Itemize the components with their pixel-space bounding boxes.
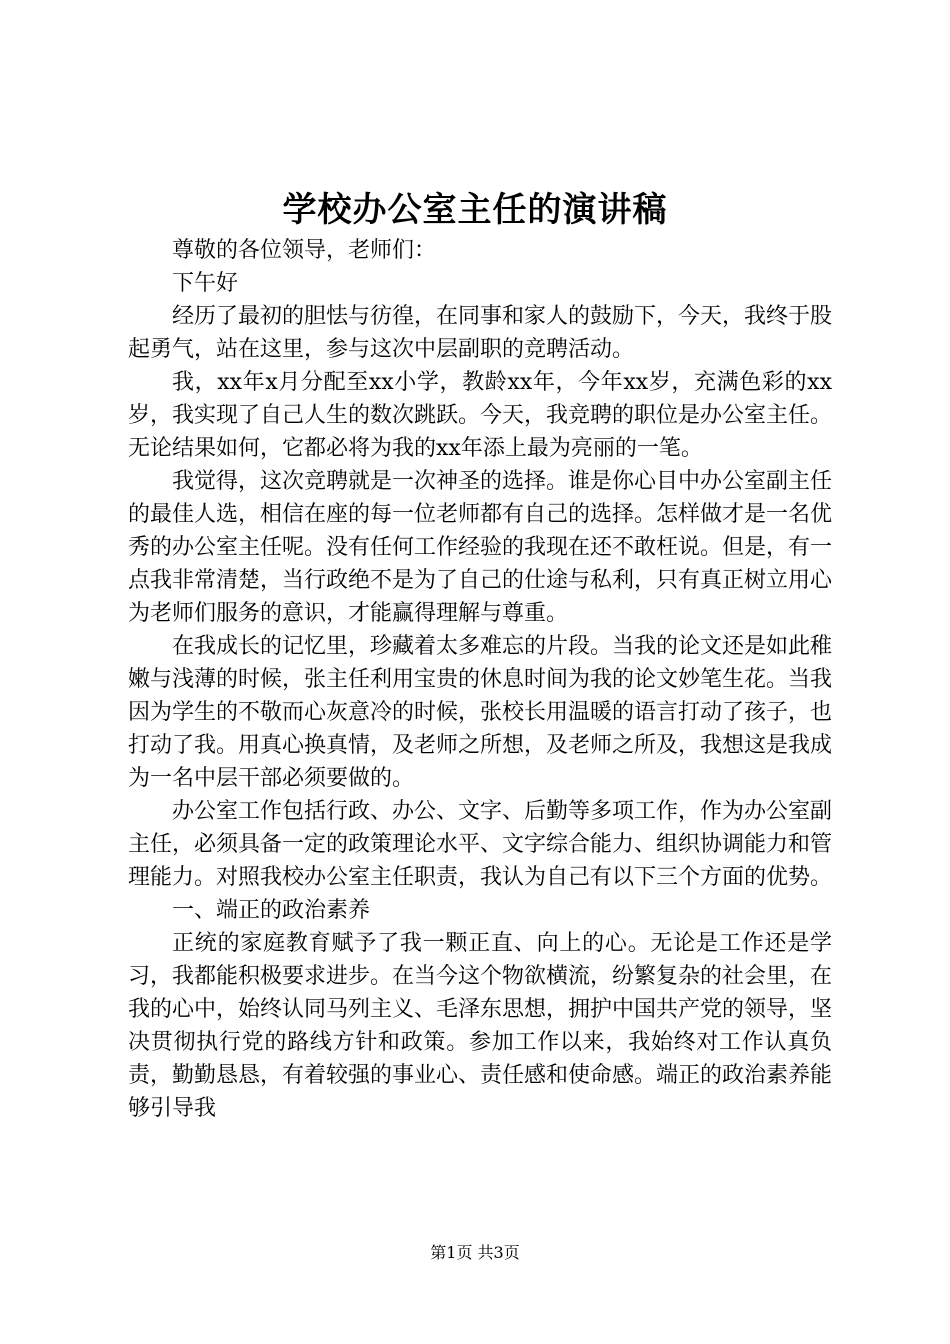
page-number-footer: 第1页 共3页 xyxy=(430,1243,520,1262)
paragraph: 在我成长的记忆里，珍藏着太多难忘的片段。当我的论文还是如此稚嫩与浅薄的时候，张主任利用宝贵的休息时间为我的论文妙笔生花。当我因为学生的不敬而心灰意冷的时候，张校长用温暖的语言打动了孩子，也打动了我。用真心换真情，及老师之所想，及老师之所及，我想这是我成为一名中层干部必须要做的。 xyxy=(128,634,833,791)
paragraph: 我，xx年x月分配至xx小学，教龄xx年，今年xx岁，充满色彩的xx岁，我实现了自己人生的数次跳跃。今天，我竞聘的职位是办公室主任。无论结果如何，它都必将为我的xx年添上最为亮丽的一笔。 xyxy=(128,370,833,461)
paragraph: 经历了最初的胆怯与彷徨，在同事和家人的鼓励下，今天，我终于股起勇气，站在这里，参与这次中层副职的竞聘活动。 xyxy=(128,304,833,362)
paragraph: 办公室工作包括行政、办公、文字、后勤等多项工作，作为办公室副主任，必须具备一定的政策理论水平、文字综合能力、组织协调能力和管理能力。对照我校办公室主任职责，我认为自己有以下三个方面的优势。 xyxy=(128,799,833,890)
paragraph-greeting: 下午好 xyxy=(172,271,239,296)
paragraph-salutation: 尊敬的各位领导，老师们： xyxy=(172,238,437,263)
paragraph: 正统的家庭教育赋予了我一颗正直、向上的心。无论是工作还是学习，我都能积极要求进步。在当今这个物欲横流，纷繁复杂的社会里，在我的心中，始终认同马列主义、毛泽东思想，拥护中国共产党的领导，坚决贯彻执行党的路线方针和政策。参加工作以来，我始终对工作认真负责，勤勤恳恳，有着较强的事业心、责任感和使命感。端正的政治素养能够引导我 xyxy=(128,931,833,1121)
paragraph: 我觉得，这次竞聘就是一次神圣的选择。谁是你心目中办公室副主任的最佳人选，相信在座的每一位老师都有自己的选择。怎样做才是一名优秀的办公室主任呢。没有任何工作经验的我现在还不敢枉说。但是，有一点我非常清楚，当行政绝不是为了自己的仕途与私利，只有真正树立用心为老师们服务的意识，才能赢得理解与尊重。 xyxy=(128,469,833,626)
document-title: 学校办公室主任的演讲稿 xyxy=(282,190,668,230)
document-body xyxy=(128,234,832,1125)
section-heading: 一、端正的政治素养 xyxy=(172,898,371,923)
